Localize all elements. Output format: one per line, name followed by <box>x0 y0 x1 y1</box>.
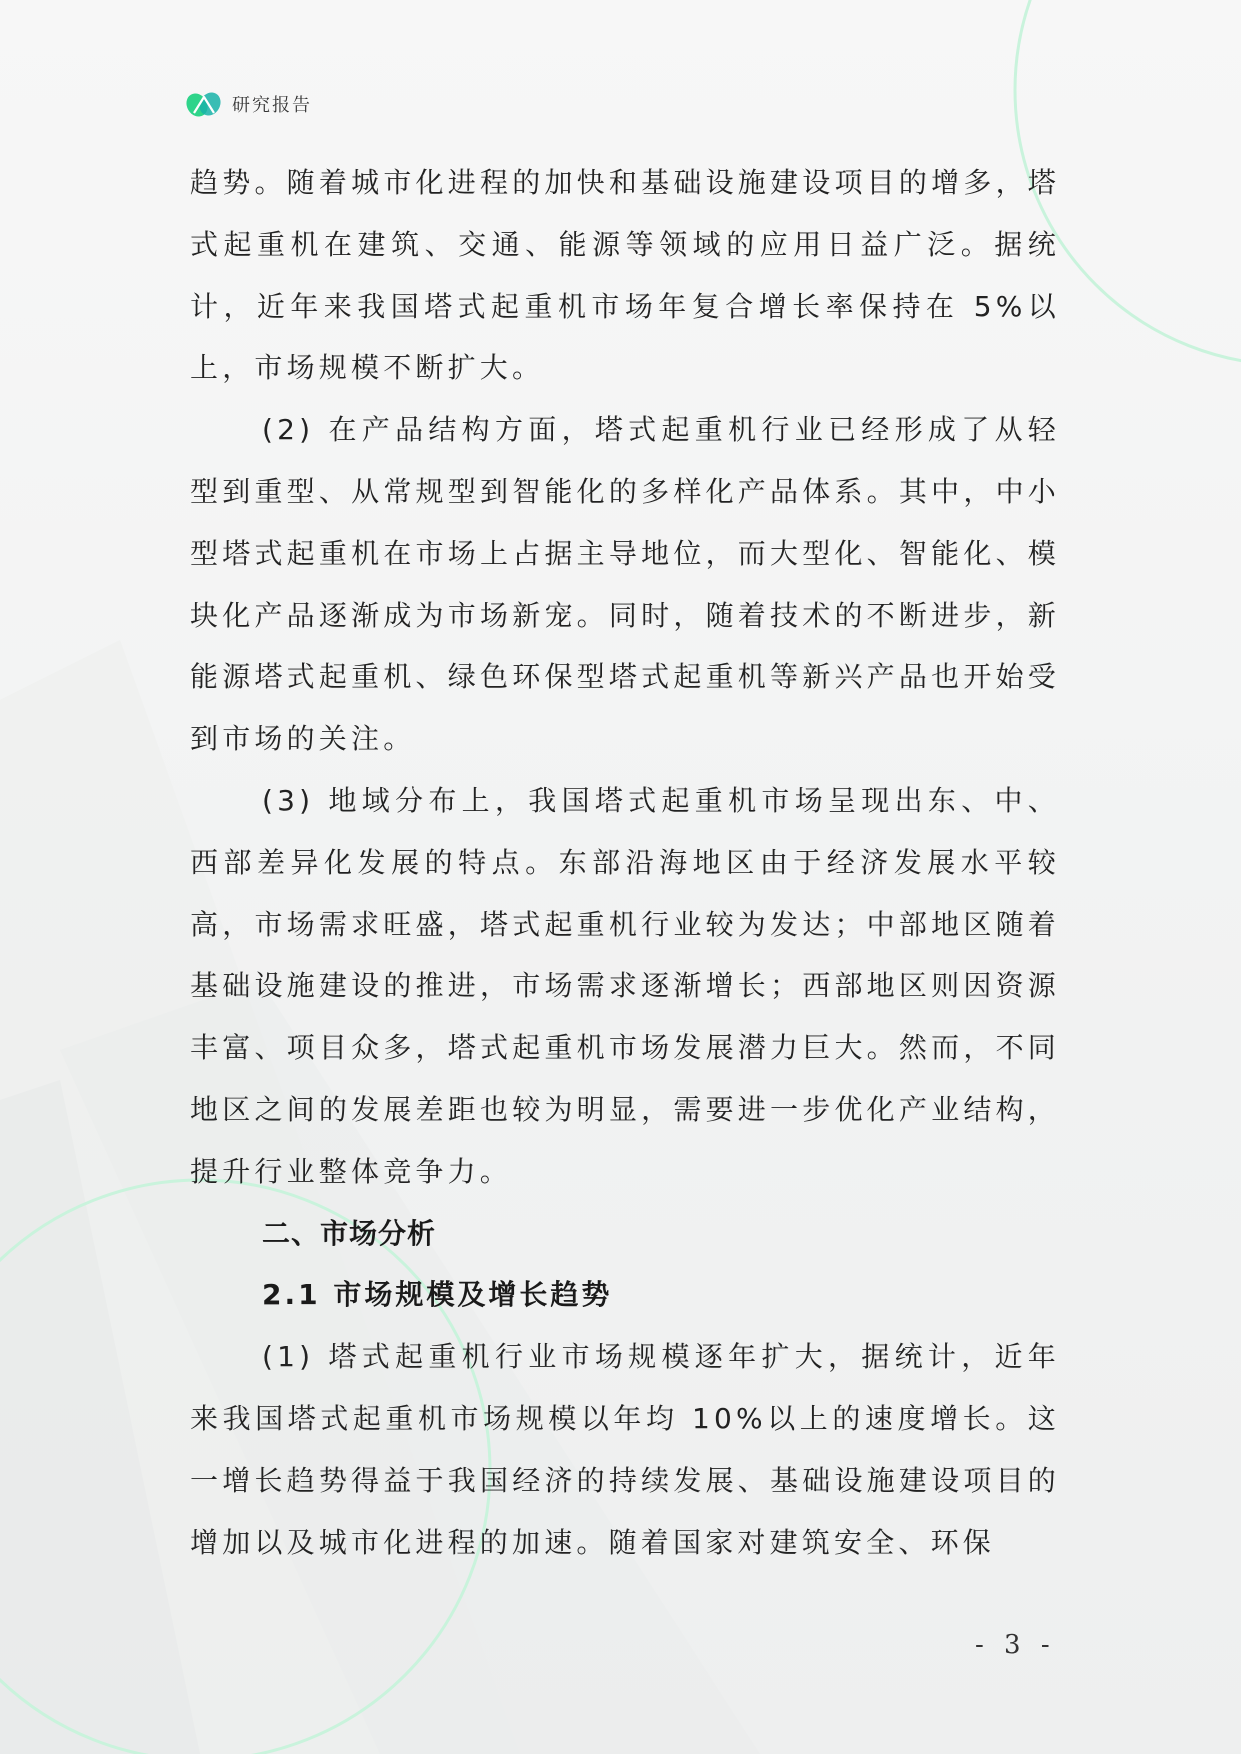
paragraph-growth-trend: 趋势。随着城市化进程的加快和基础设施建设项目的增多，塔式起重机在建筑、交通、能源等领域的应用日益广泛。据统计，近年来我国塔式起重机市场年复合增长率保持在 5%以上，市场规模不断扩大。 <box>190 166 1060 385</box>
leaf-logo-icon <box>186 89 222 119</box>
brand-title: 研究报告 <box>232 95 312 116</box>
paragraph-regional-distribution: (3) 地域分布上，我国塔式起重机市场呈现出东、中、西部差异化发展的特点。东部沿海地区由于经济发展水平较高，市场需求旺盛，塔式起重机行业较为发达；中部地区随着基础设施建设的推进，市场需求逐渐增长；西部地区则因资源丰富、项目众多，塔式起重机市场发展潜力巨大。然而，不同地区之间的发展差距也较为明显，需要进一步优化产业结构，提升行业整体竞争力。 <box>190 783 1060 1188</box>
section-heading: 二、市场分析 <box>262 1216 437 1250</box>
page-number: - 3 - <box>975 1630 1056 1660</box>
subsection-heading: 2.1 市场规模及增长趋势 <box>262 1278 613 1312</box>
paragraph-product-structure: (2) 在产品结构方面，塔式起重机行业已经形成了从轻型到重型、从常规型到智能化的多样化产品体系。其中，中小型塔式起重机在市场上占据主导地位，而大型化、智能化、模块化产品逐渐成为市场新宠。同时，随着技术的不断进步，新能源塔式起重机、绿色环保型塔式起重机等新兴产品也开始受到市场的关注。 <box>190 413 1060 756</box>
paragraph-market-size: (1) 塔式起重机行业市场规模逐年扩大，据统计，近年来我国塔式起重机市场规模以年均 10%以上的速度增长。这一增长趋势得益于我国经济的持续发展、基础设施建设项目的增加以及城市化进程的加速。随着国家对建筑安全、环保 <box>190 1340 1060 1559</box>
report-header <box>186 86 312 122</box>
document-body <box>190 152 1060 1573</box>
